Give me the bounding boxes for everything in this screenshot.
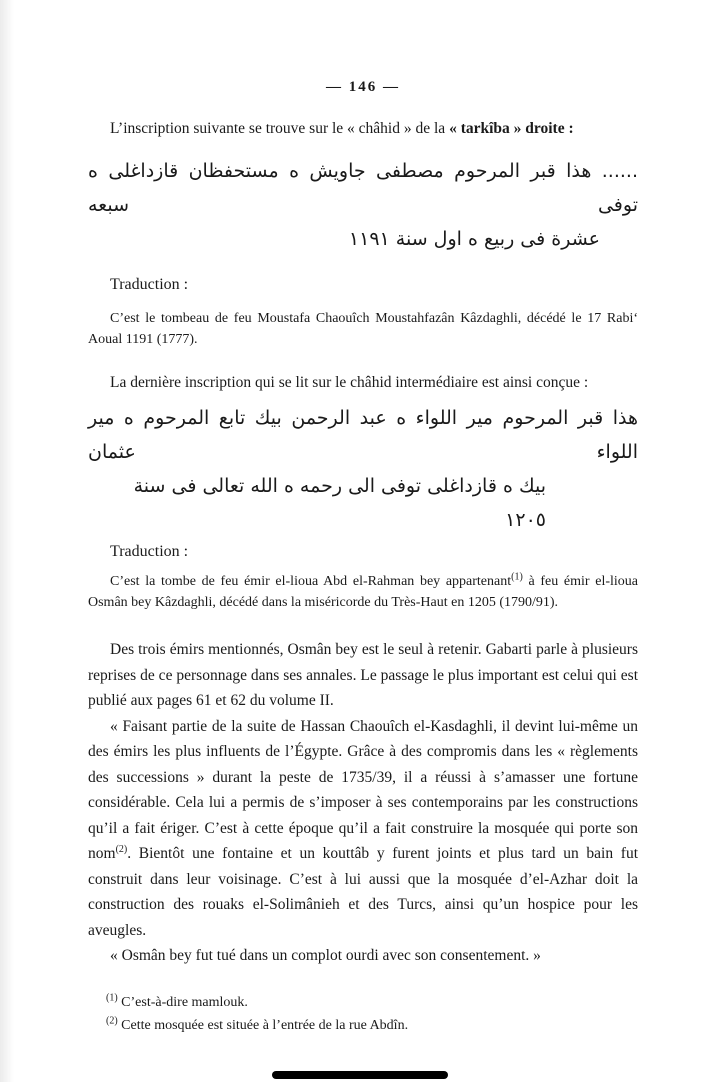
footnote-2 <box>106 1014 638 1037</box>
footnote-1-text: C’est-à-dire mamlouk. <box>121 994 248 1010</box>
page-number: — 146 — <box>326 79 400 95</box>
paragraph-gabarti-text-pre: « Faisant partie de la suite de Hassan Chaouîch el-Kasdaghli, il devint lui-même un des émirs les plus influents de l’Égypte. Grâce à des compromis dans les « règlements des successions » durant la peste de 1735/39, il a réussi à s’amasser une fortune considérable. Cela lui a permis de s’imposer à ses contemporains par les constructions qu’il a fait ériger. C’est à cette époque qu’il a fait construire la mosquée qui porte son nom <box>88 717 638 862</box>
translation-1: C’est le tombeau de feu Moustafa Chaouîch Moustahfazân Kâzdaghli, décédé le 17 Rabi‘ Aoual 1191 (1777). <box>88 310 638 347</box>
arabic2-line1: هذا قبر المرحوم مير اللواء ه عبد الرحمن بيك تابع المرحوم ه مير اللواء عثمان <box>88 407 638 463</box>
footnote-2-text: Cette mosquée est située à l’entrée de la rue Abdîn. <box>121 1017 409 1033</box>
footnote-ref-2-marker: (2) <box>115 843 128 855</box>
paragraph-gabarti-text-post: . Bientôt une fontaine et un kouttâb y furent joints et plus tard un bain fut construit dans leur voisinage. C’est à lui aussi que la mosquée d’el-Azhar doit la construction des rouaks el-Solimânieh et des Turcs, ainsi qu’un hospice pour les aveugles. <box>88 845 638 939</box>
footnotes-section <box>88 991 638 1037</box>
footnote-ref-1-marker: (1) <box>511 571 523 583</box>
intro-line-2: La dernière inscription qui se lit sur le châhid intermédiaire est ainsi conçue : <box>110 373 589 391</box>
footnote-2-ref: (2) <box>106 1014 118 1026</box>
footnote-1 <box>106 991 638 1014</box>
translation-2 <box>88 571 638 613</box>
traduction-heading-1: Traduction : <box>110 275 189 293</box>
arabic-inscription-2 <box>88 401 638 537</box>
translation-2-text-pre: C’est la tombe de feu émir el-lioua Abd el-Rahman bey appartenant <box>110 574 512 589</box>
intro-line-1 <box>88 116 638 142</box>
intro1-text: L’inscription suivante se trouve sur le « châhid » de la <box>110 120 450 137</box>
arabic2-line2: بيك ه قازداغلى توفى الى رحمه ه الله تعالى فى سنة ١٢٠٥ <box>133 475 546 531</box>
arabic1-line1: ...... هذا قبر المرحوم مصطفى جاويش ه مستحفظان قازداغلى ه توفى سبعه <box>88 159 638 216</box>
intro1-bold-text: « tarkîba » droite : <box>449 120 574 137</box>
arabic-inscription-1 <box>88 154 638 256</box>
paragraph-gabarti-quote <box>88 714 638 944</box>
arabic1-line2: عشرة فى ربيع ه اول سنة ١١٩١ <box>348 227 600 250</box>
translation-2-text-post: à feu émir el-lioua Osmân bey Kâzdaghli, décédé dans la miséricorde du Très-Haut en 1205 (1790/91). <box>88 574 638 610</box>
traduction-heading-2: Traduction : <box>110 543 189 560</box>
paragraph-emirs: Des trois émirs mentionnés, Osmân bey est le seul à retenir. Gabarti parle à plusieurs reprises de ce personnage dans ses annales. Le passage le plus important est celui qui est publié aux pages 61 et 62 du volume II. <box>88 641 638 709</box>
home-indicator-bar[interactable] <box>272 1071 448 1079</box>
paragraph-osman-killed: « Osmân bey fut tué dans un complot ourdi avec son consentement. » <box>110 947 541 964</box>
footnote-1-ref: (1) <box>106 991 118 1003</box>
